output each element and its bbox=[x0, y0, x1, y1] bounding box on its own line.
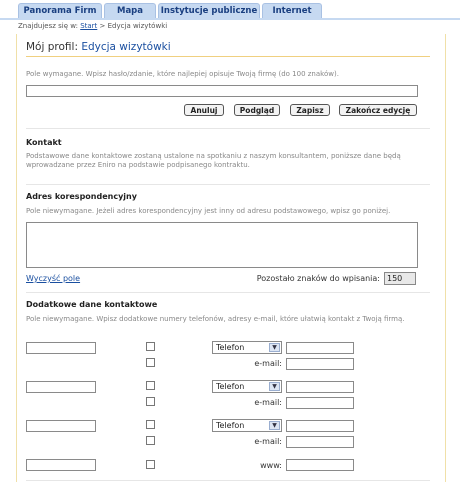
extra-value-input[interactable] bbox=[26, 342, 96, 354]
section-divider bbox=[26, 480, 430, 481]
nav-underline bbox=[0, 18, 460, 20]
slogan-hint: Pole wymagane. Wpisz hasło/zdanie, które najlepiej opisuje Twoją firmę (do 100 znaków). bbox=[26, 70, 339, 78]
extra-contact-heading: Dodatkowe dane kontaktowe bbox=[26, 300, 158, 309]
chevron-down-icon: ▼ bbox=[269, 343, 280, 352]
extra-checkbox[interactable] bbox=[146, 420, 155, 429]
title-divider bbox=[26, 56, 430, 57]
tab-panorama-firm[interactable]: Panorama Firm bbox=[18, 3, 102, 19]
page-title-main: Mój profil: bbox=[26, 41, 78, 53]
top-nav bbox=[0, 0, 460, 20]
section-divider bbox=[26, 184, 430, 185]
remaining-chars-counter: 150 bbox=[384, 272, 416, 285]
address-hint: Pole niewymagane. Jeżeli adres korespondencyjny jest inny od adresu podstawowego, wpisz go poniżej. bbox=[26, 207, 391, 215]
tab-instytucje-publiczne[interactable]: Instytucje publiczne bbox=[158, 3, 260, 19]
save-button[interactable]: Zapisz bbox=[290, 104, 330, 116]
breadcrumb-current: > Edycja wizytówki bbox=[99, 22, 168, 30]
email-input[interactable] bbox=[286, 397, 354, 409]
section-divider bbox=[26, 128, 430, 129]
phone-input[interactable] bbox=[286, 420, 354, 432]
chevron-down-icon: ▼ bbox=[269, 421, 280, 430]
email-input[interactable] bbox=[286, 436, 354, 448]
extra-value-input[interactable] bbox=[26, 459, 96, 471]
extra-contact-hint: Pole niewymagane. Wpisz dodatkowe numery telefonów, adresy e-mail, które ułatwią kontakt z Twoją firmą. bbox=[26, 315, 405, 323]
tab-internet[interactable]: Internet bbox=[262, 3, 322, 19]
contact-heading: Kontakt bbox=[26, 138, 62, 147]
extra-value-input[interactable] bbox=[26, 420, 96, 432]
contact-type-select[interactable] bbox=[212, 380, 282, 393]
email-checkbox[interactable] bbox=[146, 358, 155, 367]
contact-type-selected: Telefon bbox=[216, 343, 245, 352]
extra-value-input[interactable] bbox=[26, 381, 96, 393]
section-divider bbox=[26, 292, 430, 293]
slogan-input[interactable] bbox=[26, 85, 418, 97]
www-checkbox[interactable] bbox=[146, 460, 155, 469]
tab-mapa[interactable]: Mapa bbox=[104, 3, 156, 19]
preview-button[interactable]: Podgląd bbox=[234, 104, 280, 116]
breadcrumb-prefix: Znajdujesz się w: bbox=[18, 22, 78, 30]
extra-checkbox[interactable] bbox=[146, 342, 155, 351]
email-checkbox[interactable] bbox=[146, 397, 155, 406]
breadcrumb bbox=[18, 22, 167, 30]
contact-description: Podstawowe dane kontaktowe zostaną ustalone na spotkaniu z naszym konsultantem, poniższe dane będą wprowadzane przez Eniro na podstawie podpisanego kontraktu. bbox=[26, 152, 401, 169]
extra-checkbox[interactable] bbox=[146, 381, 155, 390]
address-textarea[interactable] bbox=[26, 222, 418, 268]
email-label: e-mail: bbox=[254, 359, 282, 368]
www-input[interactable] bbox=[286, 459, 354, 471]
cancel-button[interactable]: Anuluj bbox=[184, 104, 224, 116]
phone-input[interactable] bbox=[286, 381, 354, 393]
page-title-sub: Edycja wizytówki bbox=[81, 41, 171, 53]
contact-type-selected: Telefon bbox=[216, 382, 245, 391]
address-heading: Adres korespondencyjny bbox=[26, 192, 137, 201]
www-label: www: bbox=[260, 461, 282, 470]
phone-input[interactable] bbox=[286, 342, 354, 354]
finish-edit-button[interactable]: Zakończ edycję bbox=[339, 104, 417, 116]
email-input[interactable] bbox=[286, 358, 354, 370]
breadcrumb-start-link[interactable]: Start bbox=[80, 22, 98, 30]
remaining-chars-label: Pozostało znaków do wpisania: bbox=[256, 274, 380, 283]
clear-field-link[interactable]: Wyczyść pole bbox=[26, 274, 81, 283]
contact-type-select[interactable] bbox=[212, 419, 282, 432]
email-label: e-mail: bbox=[254, 398, 282, 407]
contact-type-select[interactable] bbox=[212, 341, 282, 354]
page-title bbox=[26, 41, 171, 53]
contact-type-selected: Telefon bbox=[216, 421, 245, 430]
chevron-down-icon: ▼ bbox=[269, 382, 280, 391]
email-label: e-mail: bbox=[254, 437, 282, 446]
email-checkbox[interactable] bbox=[146, 436, 155, 445]
